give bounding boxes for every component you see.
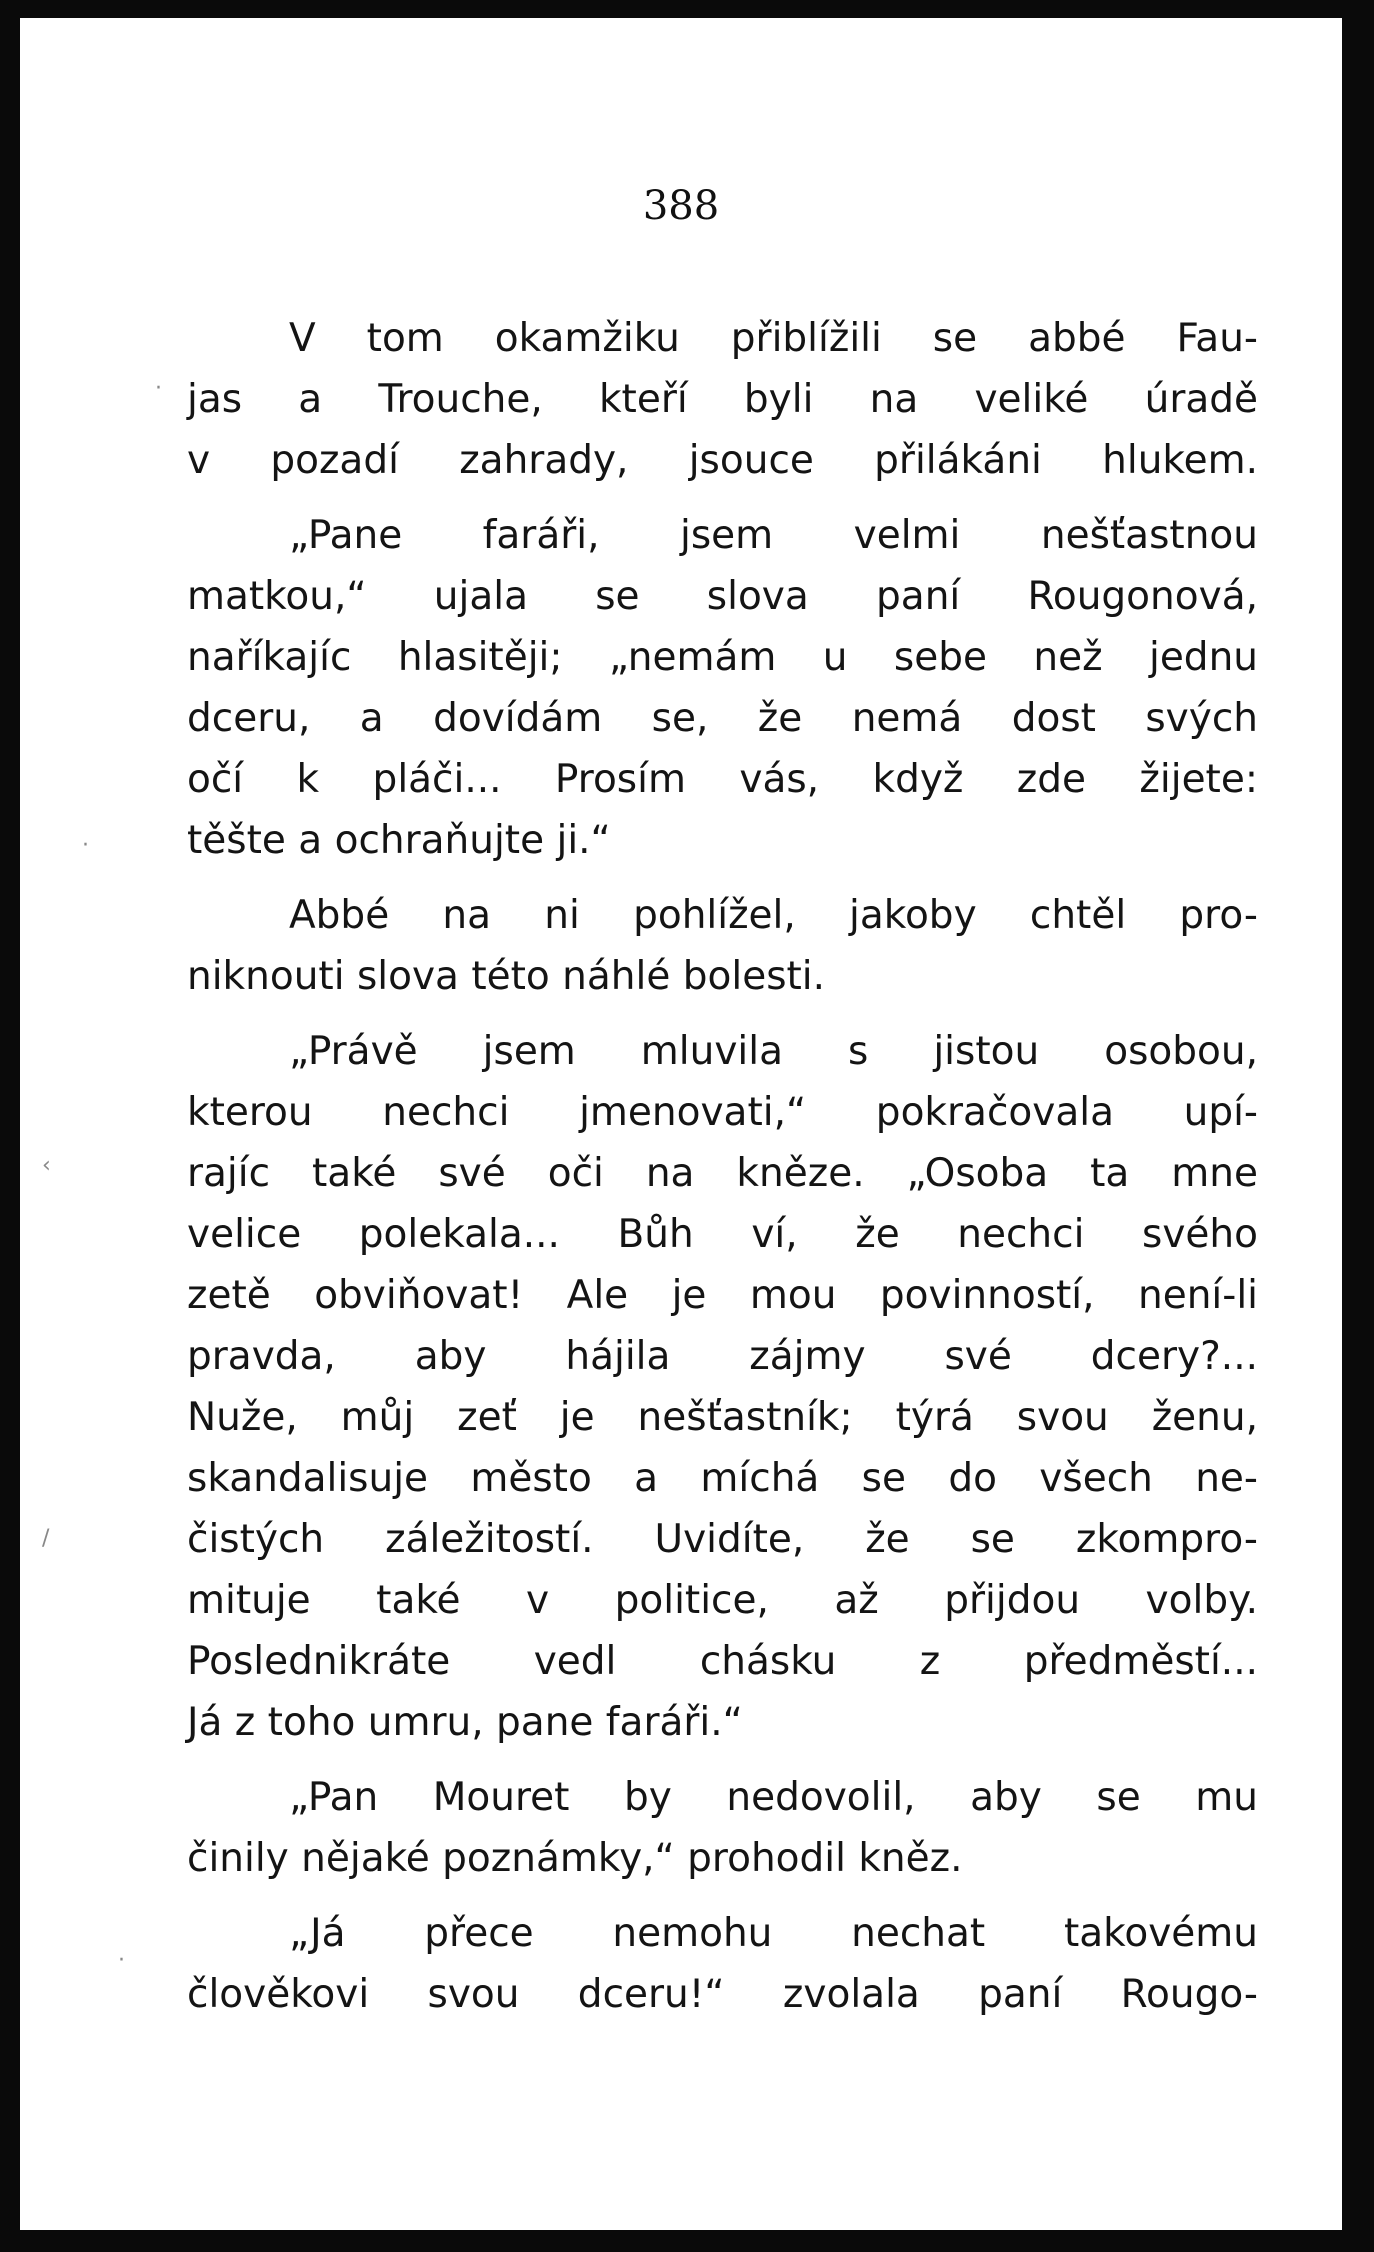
text-line: skandalisuje město a míchá se do všech ne- [187, 1456, 1258, 1501]
text-line: zetě obviňovat! Ale je mou povinností, není-li [187, 1273, 1258, 1318]
text-line: „Pan Mouret by nedovolil, aby se mu [289, 1775, 1258, 1820]
book-page [20, 18, 1342, 2230]
text-line: Nuže, můj zeť je nešťastník; týrá svou ženu, [187, 1395, 1258, 1440]
page-number: 388 [642, 183, 720, 229]
margin-speck: · [82, 833, 89, 858]
text-line: člověkovi svou dceru!“ zvolala paní Rougo- [187, 1972, 1258, 2017]
paragraph-3 [187, 885, 1258, 1007]
text-line: očí k pláči... Prosím vás, když zde žijete: [187, 757, 1258, 802]
text-line: „Pane faráři, jsem velmi nešťastnou [289, 513, 1258, 558]
margin-speck: · [118, 1948, 125, 1973]
margin-speck: ‹ [42, 1153, 51, 1178]
text-line: rajíc také své oči na kněze. „Osoba ta mne [187, 1151, 1258, 1196]
margin-speck: / [42, 1526, 50, 1551]
text-line: čistých záležitostí. Uvidíte, že se zkompro- [187, 1517, 1258, 1562]
text-line: Já z toho umru, pane faráři.“ [187, 1700, 743, 1745]
text-line: matkou,“ ujala se slova paní Rougonová, [187, 574, 1258, 619]
text-line: činily nějaké poznámky,“ prohodil kněz. [187, 1836, 963, 1881]
body-text [187, 308, 1258, 2039]
text-line: dceru, a dovídám se, že nemá dost svých [187, 696, 1258, 741]
text-line: V tom okamžiku přiblížili se abbé Fau- [289, 316, 1258, 361]
paragraph-6 [187, 1903, 1258, 2025]
paragraph-4 [187, 1021, 1258, 1753]
text-line: Poslednikráte vedl chásku z předměstí... [187, 1639, 1258, 1684]
text-line: naříkajíc hlasitěji; „nemám u sebe než jednu [187, 635, 1258, 680]
text-line: těšte a ochraňujte ji.“ [187, 818, 611, 863]
text-line: velice polekala... Bůh ví, že nechci svého [187, 1212, 1258, 1257]
text-line: jas a Trouche, kteří byli na veliké úradě [187, 377, 1258, 422]
margin-speck: · [155, 376, 162, 401]
text-line: niknouti slova této náhlé bolesti. [187, 954, 826, 999]
text-line: v pozadí zahrady, jsouce přilákáni hlukem. [187, 438, 1258, 483]
paragraph-1 [187, 308, 1258, 491]
text-line: „Já přece nemohu nechat takovému [289, 1911, 1258, 1956]
paragraph-2 [187, 505, 1258, 871]
text-line: mituje také v politice, až přijdou volby. [187, 1578, 1258, 1623]
text-line: Abbé na ni pohlížel, jakoby chtěl pro- [289, 893, 1258, 938]
text-line: kterou nechci jmenovati,“ pokračovala upí- [187, 1090, 1258, 1135]
text-line: „Právě jsem mluvila s jistou osobou, [289, 1029, 1258, 1074]
paragraph-5 [187, 1767, 1258, 1889]
text-line: pravda, aby hájila zájmy své dcery?... [187, 1334, 1258, 1379]
